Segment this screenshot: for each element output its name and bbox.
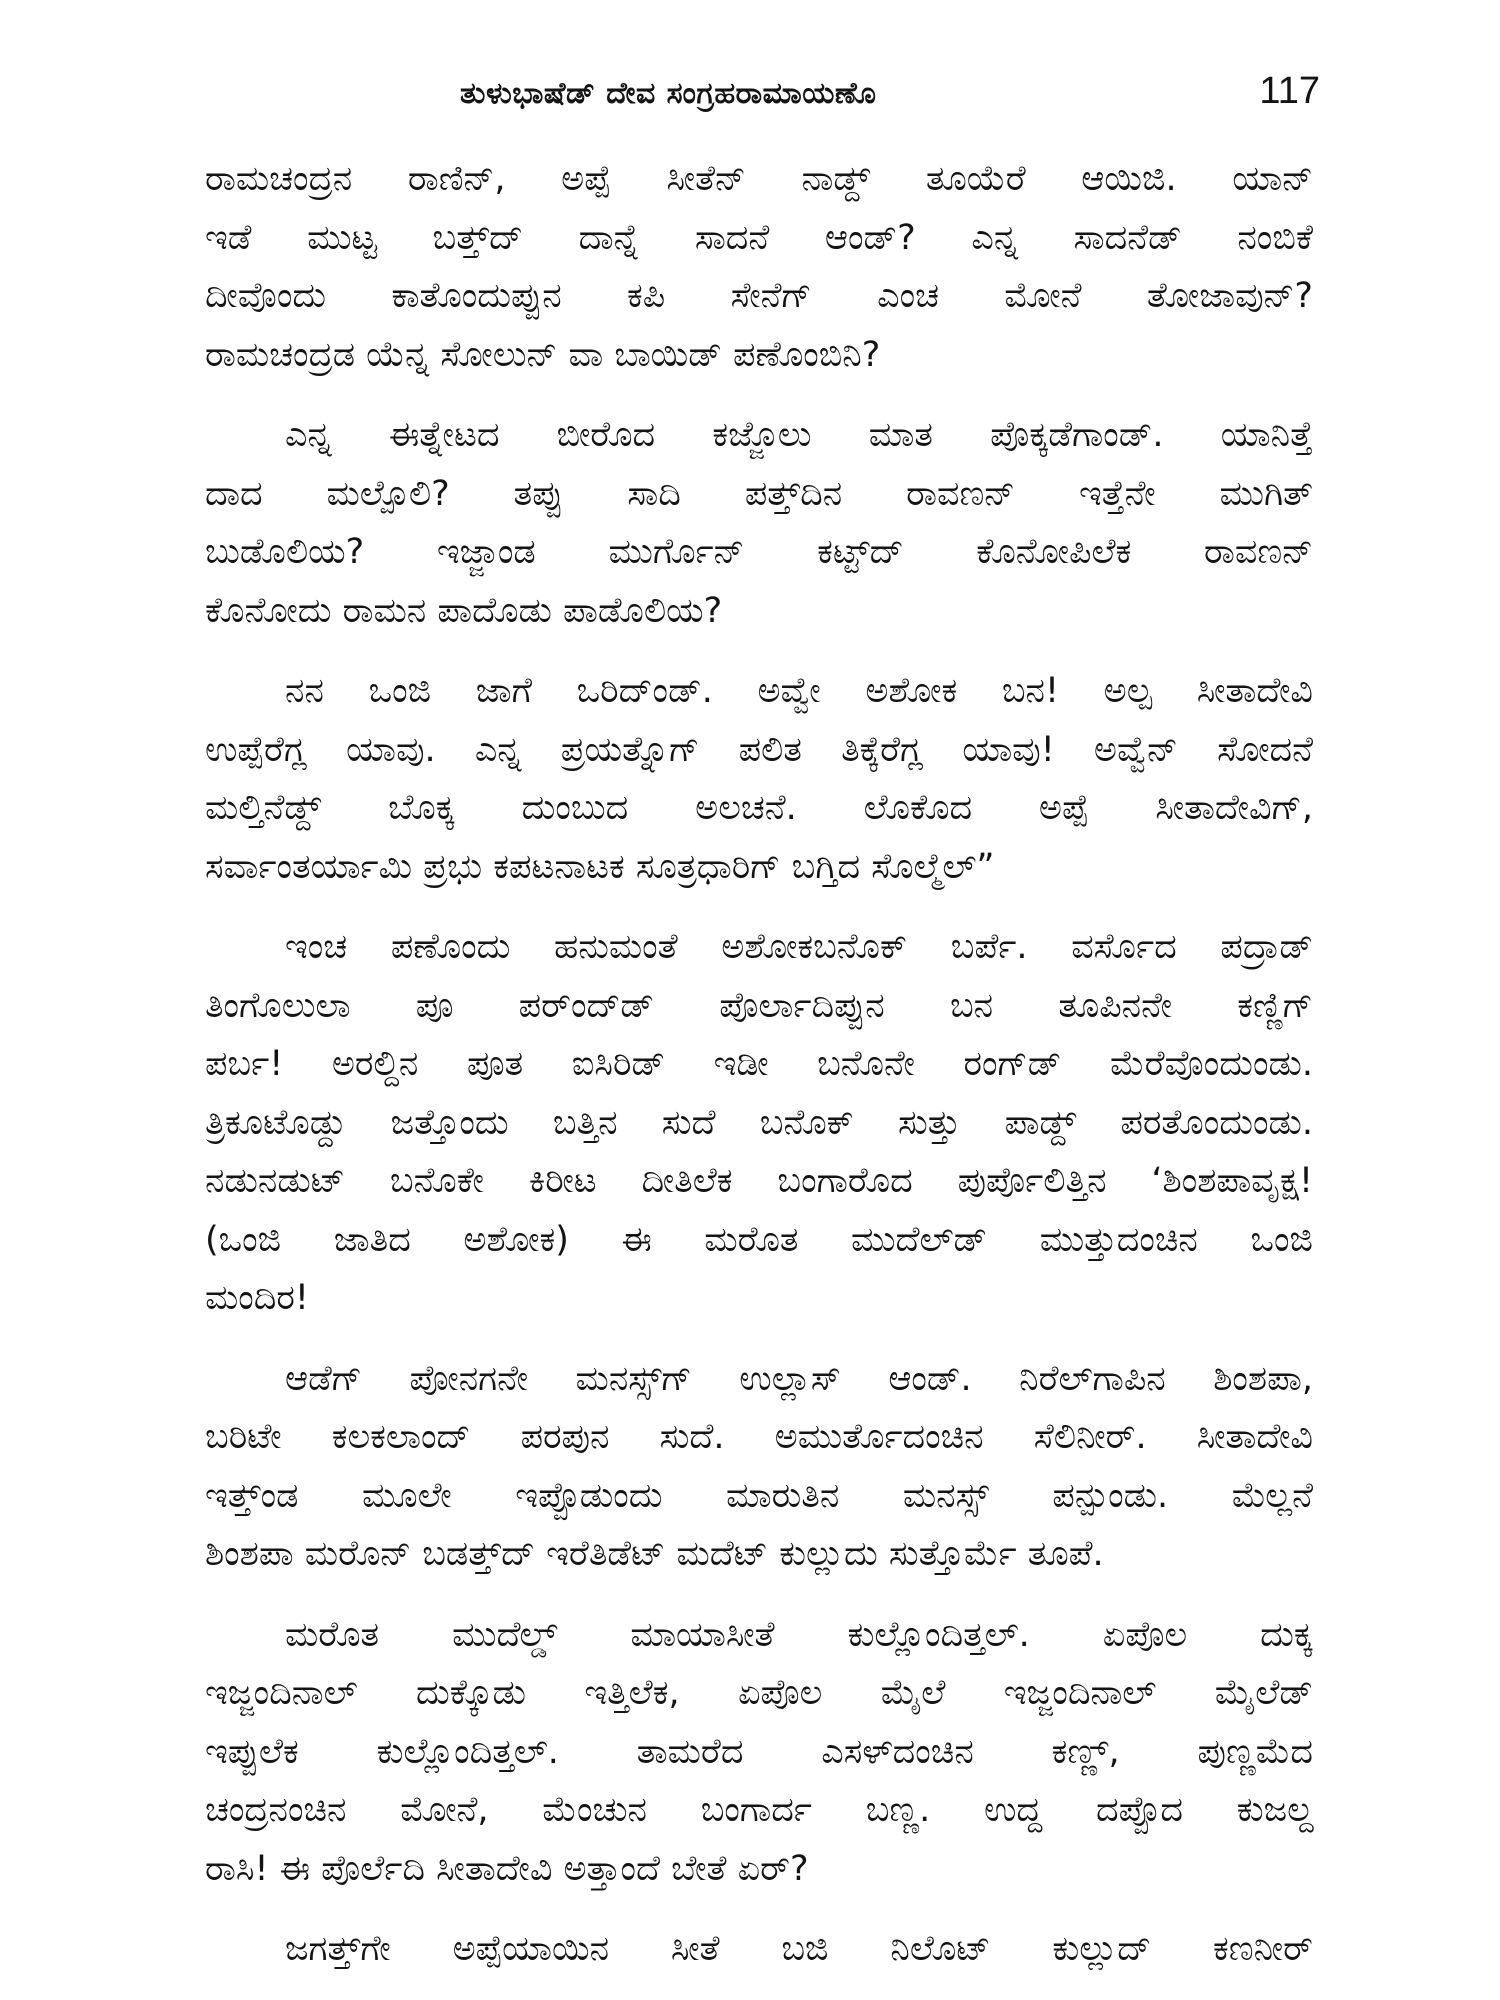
- text-line: ನನ ಒಂಜಿ ಜಾಗೆ ಒರಿದ್‌ಂಡ್. ಅವ್ವೇ ಅಶೋಕ ಬನ! ಅಲ್ಪ ಸೀತಾದೇವಿ: [285, 671, 1313, 711]
- text-line: ಚಂದ್ರನಂಚಿನ ಮೋನೆ, ಮೆಂಚುನ ಬಂಗಾರ್ದ ಬಣ್ಣ. ಉದ್ದ ದಪ್ಪೊದ ಕುಜಲ್ದ: [205, 1790, 1313, 1830]
- text-line: ಬರಿಟೇ ಕಲಕಲಾಂದ್ ಪರಪುನ ಸುದೆ. ಅಮುರ್ತೊದಂಚಿನ ಸೆಲಿನೀರ್. ಸೀತಾದೇವಿ: [205, 1417, 1313, 1457]
- text-line: ಎನ್ನ ಈತ್ನೇಟದ ಬೀರೊದ ಕಜ್ಜೊಲು ಮಾತ ಪೊಕ್ಕಡೆಗಾಂಡ್. ಯಾನಿತ್ತೆ: [285, 415, 1313, 455]
- text-line: ದೀವೊಂದು ಕಾತೊಂದುಪ್ಪುನ ಕಪಿ ಸೇನೆಗ್ ಎಂಚ ಮೋನೆ ತೋಜಾವುನ್?: [205, 276, 1313, 316]
- text-line: ತಿಂಗೊಲುಲಾ ಪೂ ಪರ್‌ಂದ್‌ಡ್ ಪೊರ್ಲಾದಿಪ್ಪುನ ಬನ ತೂಪಿನನೇ ಕಣ್ಣಿಗ್: [205, 985, 1313, 1026]
- paragraph: [205, 1350, 1313, 1584]
- text-line: ಮರೊತ ಮುದೆಲ್ಡ್ ಮಾಯಾಸೀತೆ ಕುಲ್ಲೊಂದಿತ್ತಲ್. ಏಪೊಲ ದುಕ್ಕ: [285, 1614, 1313, 1655]
- paragraph: [205, 918, 1313, 1328]
- text-line: ಮಂದಿರ!: [205, 1278, 309, 1318]
- text-line: ಇಪ್ಪುಲೆಕ ಕುಲ್ಲೊಂದಿತ್ತಲ್. ತಾಮರೆದ ಎಸಳ್‌ದಂಚಿನ ಕಣ್ಣ್, ಪುಣ್ಣಮೆದ: [205, 1731, 1313, 1772]
- paragraph: [205, 662, 1313, 896]
- text-line: ದಾದ ಮಲ್ಪೊಲಿ? ತಪ್ಪು ಸಾದಿ ಪತ್ತ್‌ದಿನ ರಾವಣನ್ ಇತ್ತೆನೇ ಮುಗಿತ್: [205, 473, 1313, 514]
- text-line: ರಾಮಚಂದ್ರಡ ಯೆನ್ನ ಸೋಲುನ್ ವಾ ಬಾಯಿಡ್ ಪಣೊಂಬಿನಿ?: [205, 334, 881, 375]
- text-line: ಇತ್ತ್‌ಂಡ ಮೂಲೇ ಇಪ್ಪೊಡುಂದು ಮಾರುತಿನ ಮನಸ್ಸ್ ಪನ್ಪುಂಡು. ಮೆಲ್ಲನೆ: [205, 1475, 1313, 1516]
- text-line: ರಾಸಿ! ಈ ಪೊರ್ಲೆದಿ ಸೀತಾದೇವಿ ಅತ್ತಾಂದೆ ಬೇತೆ ಏರ್?: [205, 1848, 809, 1889]
- text-line: ಇಡೆ ಮುಟ್ಟ ಬತ್ತ್‌ದ್ ದಾನ್ನೆ ಸಾದನೆ ಆಂಡ್? ಎನ್ನ ಸಾದನೆಡ್ ನಂಬಿಕೆ: [205, 217, 1313, 258]
- text-line: ಜಗತ್ತ್‌ಗೇ ಅಪ್ಪೆಯಾಯಿನ ಸೀತೆ ಬಜಿ ನಿಲೊಟ್ ಕುಲ್ಲುದ್ ಕಣನೀರ್: [285, 1929, 1313, 1969]
- text-line: ಶಿಂಶಪಾ ಮರೊನ್ ಬಡತ್ತ್‌ದ್ ಇರೆತಿಡೆಟ್ ಮದೆಟ್ ಕುಲ್ಲುದು ಸುತ್ತೊರ್ಮೆ ತೂಪೆ.: [205, 1534, 1104, 1574]
- paragraph: [205, 150, 1313, 384]
- text-line: ಇಂಚ ಪಣೊಂದು ಹನುಮಂತೆ ಅಶೋಕಬನೊಕ್ ಬರ್ಪೆ. ವರ್ಸೊದ ಪದ್ರಾಡ್: [285, 927, 1313, 967]
- text-line: ತ್ರಿಕೂಟೊಡ್ದು ಜತ್ತೊಂದು ಬತ್ತಿನ ಸುದೆ ಬನೊಕ್ ಸುತ್ತು ಪಾಡ್ದ್ ಪರತೊಂದುಂಡು.: [205, 1102, 1313, 1143]
- text-line: ಪರ್ಬ! ಅರಲ್ದಿನ ಪೂತ ಐಸಿರಿಡ್ ಇಡೀ ಬನೊನೇ ರಂಗ್‌ಡ್ ಮೆರೆವೊಂದುಂಡು.: [205, 1044, 1313, 1084]
- text-line: ಇಜ್ಜಂದಿನಾಲ್ ದುಕ್ಕೊಡು ಇತ್ತಿಲೆಕ, ಏಪೊಲ ಮೈಲೆ ಇಜ್ಜಂದಿನಾಲ್ ಮೈಲೆಡ್: [205, 1673, 1313, 1713]
- paragraph: [205, 1920, 1313, 1979]
- text-line: ಮಲ್ತಿನೆಡ್ದ್ ಬೊಕ್ಕ ದುಂಬುದ ಅಲಚನೆ. ಲೊಕೊದ ಅಪ್ಪೆ ಸೀತಾದೇವಿಗ್,: [205, 788, 1313, 828]
- text-line: ಆಡೆಗ್ ಪೋನಗನೇ ಮನಸ್ಸ್‌ಗ್ ಉಲ್ಲಾಸ್ ಆಂಡ್. ನಿರೆಲ್‌ಗಾಪಿನ ಶಿಂಶಪಾ,: [285, 1358, 1313, 1399]
- running-header: [460, 70, 1320, 120]
- paragraph: [205, 1606, 1313, 1899]
- running-title: ತುಳುಭಾಷೆಡ್ ದೇವ ಸಂಗ್ರಹರಾಮಾಯಣೊ: [460, 76, 877, 111]
- body-text: [205, 150, 1313, 1979]
- text-line: (ಒಂಜಿ ಜಾತಿದ ಅಶೋಕ) ಈ ಮರೊತ ಮುದೆಲ್‌ಡ್ ಮುತ್ತುದಂಚಿನ ಒಂಜಿ: [205, 1219, 1313, 1260]
- text-line: ಕೊನೋದು ರಾಮನ ಪಾದೊಡು ಪಾಡೊಲಿಯ?: [205, 590, 723, 631]
- text-line: ರಾಮಚಂದ್ರನ ರಾಣಿನ್, ಅಪ್ಪೆ ಸೀತೆನ್ ನಾಡ್ದ್ ತೂಯೆರೆ ಆಯಿಜಿ. ಯಾನ್: [205, 159, 1313, 199]
- paragraph: [205, 406, 1313, 640]
- text-line: ಉಪ್ಪೆರೆಗ್ಲ ಯಾವು. ಎನ್ನ ಪ್ರಯತ್ನೊಗ್ ಪಲಿತ ತಿಕ್ಕೆರೆಗ್ಲ ಯಾವು! ಅವ್ವೆನ್ ಸೋದನೆ: [205, 729, 1313, 770]
- text-line: ಸರ್ವಾಂತರ್ಯಾಮಿ ಪ್ರಭು ಕಪಟನಾಟಕ ಸೂತ್ರಧಾರಿಗ್ ಬಗ್ತಿದ ಸೊಲ್ಮೆಲ್”: [205, 846, 995, 887]
- page-number: 117: [1259, 70, 1320, 112]
- text-line: ಬುಡೊಲಿಯ? ಇಜ್ಜಾಂಡ ಮುರ್ಗೊನ್ ಕಟ್ಟ್‌ದ್ ಕೊನೋಪಿಲೆಕ ರಾವಣನ್: [205, 532, 1313, 572]
- text-line: ನಡುನಡುಟ್ ಬನೊಕೇ ಕಿರೀಟ ದೀತಿಲೆಕ ಬಂಗಾರೊದ ಪುರ್ಪೊಲಿತ್ತಿನ ‘ಶಿಂಶಪಾವೃಕ್ಷ!: [205, 1161, 1313, 1201]
